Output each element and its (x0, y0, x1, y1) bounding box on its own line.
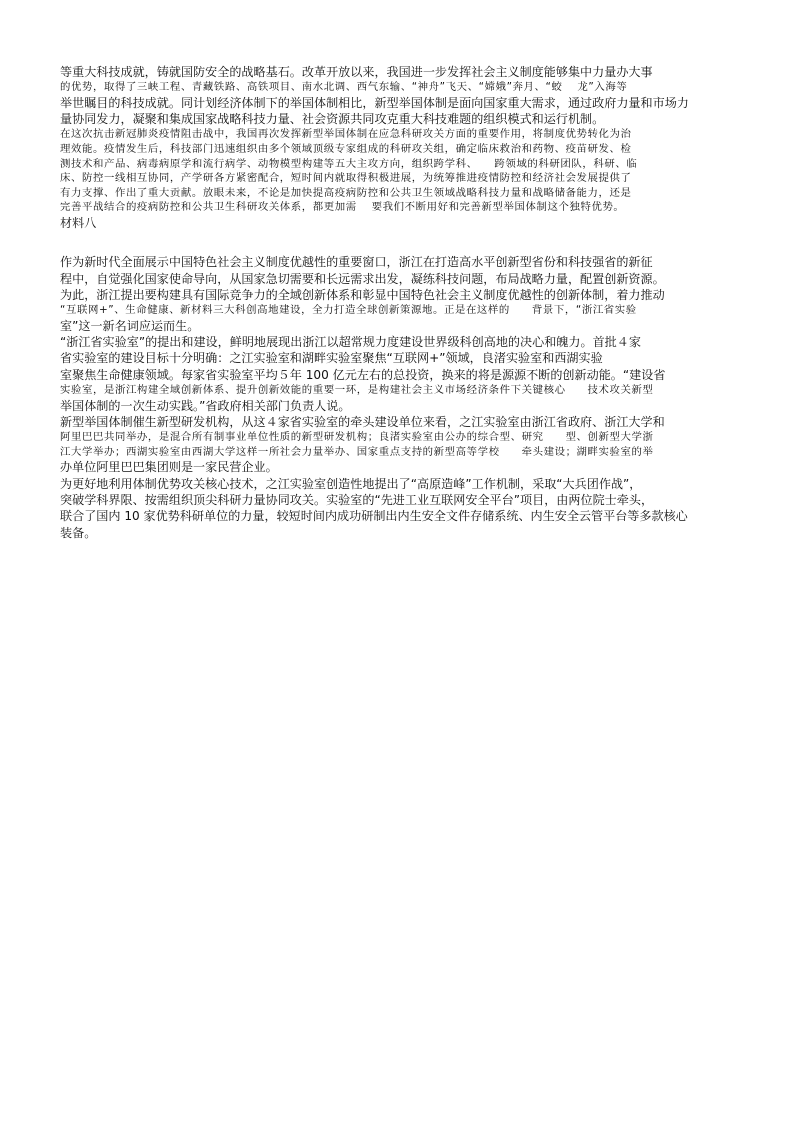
text-line: 的优势，取得了三峡工程、青藏铁路、高铁项目、南水北调、西气东输、“神舟”飞天、“嫦娥”奔月、“蛟 龙”入海等 (60, 81, 628, 94)
text-line: 量协同发力，凝聚和集成国家战略科技力量、社会资源共同攻克重大科技难题的组织模式和运行机制。 (60, 112, 605, 127)
text-line: 为此，浙江提出要构建具有国际竞争力的全域创新体系和彰显中国特色社会主义制度优越性的创新体制，着力推动 (60, 287, 665, 302)
text-line: 完善平战结合的疫病防控和公共卫生科研攻关体系，都更加需 要我们不断用好和完善新型举国体制这个独特优势。 (60, 201, 625, 214)
text-line: 联合了国内 10 家优势科研单位的力量，较短时间内成功研制出内生安全文件存储系统、内生安全云管平台等多款核心 (60, 509, 688, 524)
text-line: 举世瞩目的科技成就。同计划经济体制下的举国体制相比，新型举国体制是面向国家重大需求，通过政府力量和市场力 (60, 95, 689, 110)
document-page (60, 64, 750, 541)
text-line: 等重大科技成就，铸就国防安全的战略基石。改革开放以来，我国进一步发挥社会主义制度能够集中力量办大事 (60, 65, 653, 79)
text-line: 阿里巴巴共同举办，是混合所有制事业单位性质的新型研发机构；良渚实验室由公办的综合型、研究 型、创新型大学浙 (60, 431, 654, 444)
text-line: 在这次抗击新冠肺炎疫情阻击战中，我国再次发挥新型举国体制在应急科研攻关方面的重要作用，将制度优势转化为治 (60, 128, 632, 141)
text-line: 举国体制的一次生动实践。”省政府相关部门负责人说。 (60, 398, 351, 413)
text-line: 江大学举办；西湖实验室由西湖大学这样一所社会力量举办、国家重点支持的新型高等学校 牵头建设；湖畔实验室的举 (60, 445, 654, 458)
text-line: 床、防控一线相互协同，产学研各方紧密配合，短时间内就取得积极进展，为统筹推进疫情防控和经济社会发展提供了 (60, 172, 632, 185)
text-line: “互联网+”、生命健康、新材料三大科创高地建设，全力打造全球创新策源地。正是在这样的 背景下，“浙江省实验 (60, 304, 637, 317)
text-line: 为更好地利用体制优势攻关核心技术，之江实验室创造性地提出了“高原造峰”工作机制，采取“大兵团作战”， (60, 476, 642, 491)
text-line: 程中，自觉强化国家使命导向，从国家急切需要和长远需求出发，凝练科技问题，布局战略力量，配置创新资源。 (60, 271, 665, 286)
text-line: 室聚焦生命健康领域。每家省实验室平均５年 100 亿元左右的总投资，换来的将是源源不断的创新动能。“建设省 (60, 367, 666, 382)
text-line: 新型举国体制催生新型研发机构，从这４家省实验室的牵头建设单位来看，之江实验室由浙江省政府、浙江大学和 (60, 414, 665, 429)
text-line: “浙江省实验室”的提出和建设，鲜明地展现出浙江以超常规力度建设世界级科创高地的决心和魄力。首批４家 (60, 335, 641, 350)
text-line: 装备。 (60, 525, 97, 540)
text-line: 有力支撑、作出了重大贡献。放眼未来，不论是加快提高疫病防控和公共卫生领域战略科技力量和战略储备能力，还是 (60, 186, 632, 199)
text-line: 理效能。疫情发生后，科技部门迅速组织由多个领域顶级专家组成的科研攻关组，确定临床救治和药物、疫苗研发、检 (60, 143, 632, 156)
text-line: 作为新时代全面展示中国特色社会主义制度优越性的重要窗口，浙江在打造高水平创新型省份和科技强省的新征 (60, 255, 653, 270)
text-line: 突破学科界限、按需组织顶尖科研力量协同攻关。实验室的“先进工业互联网安全平台”项目，由两位院士牵头， (60, 492, 654, 507)
text-line: 省实验室的建设目标十分明确：之江实验室和湖畔实验室聚焦“互联网+”领域，良渚实验室和西湖实验 (60, 351, 603, 366)
text-line: 办单位阿里巴巴集团则是一家民营企业。 (60, 460, 278, 475)
text-line: 测技术和产品、病毒病原学和流行病学、动物模型构建等五大主攻方向，组织跨学科、 跨领域的科研团队，科研、临 (60, 157, 638, 170)
paragraph-gap (60, 231, 750, 254)
section-heading: 材料八 (60, 216, 97, 231)
text-line: 实验室，是浙江构建全域创新体系、提升创新效能的重要一环，是构建社会主义市场经济条件下关键核心 技术攻关新型 (60, 384, 654, 397)
text-line: 室”这一新名词应运而生。 (60, 318, 200, 333)
